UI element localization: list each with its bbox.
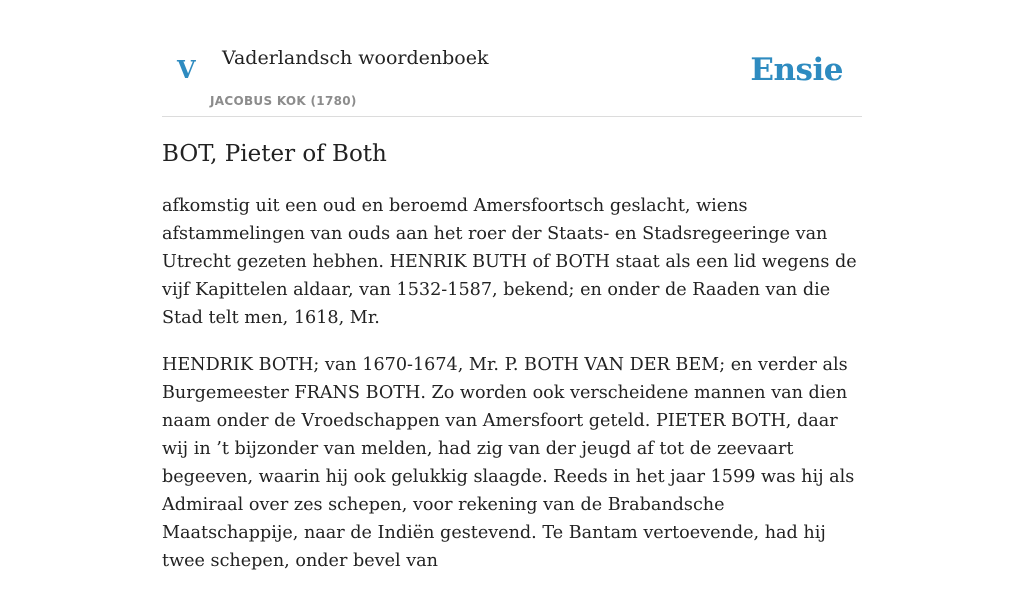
- dictionary-author: JACOBUS KOK (1780): [210, 94, 357, 108]
- entry-paragraph-1: afkomstig uit een oud en beroemd Amersfoortsch geslacht, wiens afstammelingen van ouds aan het roer der Staats- en Stadsregeeringe van Utrecht gezeten hebhen. HENRIK BUTH of BOTH staat als een lid wegens de vijf Kapittelen aldaar, van 1532-1587, bekend; en onder de Raaden van die Stad telt men, 1618, Mr.: [162, 196, 857, 328]
- dictionary-title-link[interactable]: Vaderlandsch woordenboek: [222, 47, 489, 69]
- ensie-logo[interactable]: Ensie: [750, 52, 843, 88]
- dictionary-letter[interactable]: V: [177, 55, 196, 84]
- entry-paragraph-2: HENDRIK BOTH; van 1670-1674, Mr. P. BOTH VAN DER BEM; en verder als Burgemeester FRANS BOTH. Zo worden ook verscheidene mannen van dien naam onder de Vroedschappen van Amersfoort geteld. PIETER BOTH, daar wij in ’t bijzonder van melden, had zig van der jeugd af tot de zeevaart begeeven, waarin hij ook gelukkig slaagde. Reeds in het jaar 1599 was hij als Admiraal over zes schepen, voor rekening van de Brabandsche Maatschappije, naar de Indiën gestevend. Te Bantam vertoevende, had hij twee schepen, onder bevel van: [162, 355, 855, 571]
- entry-title: BOT, Pieter of Both: [162, 141, 387, 167]
- entry-body: [162, 192, 862, 594]
- dictionary-header: [162, 0, 862, 117]
